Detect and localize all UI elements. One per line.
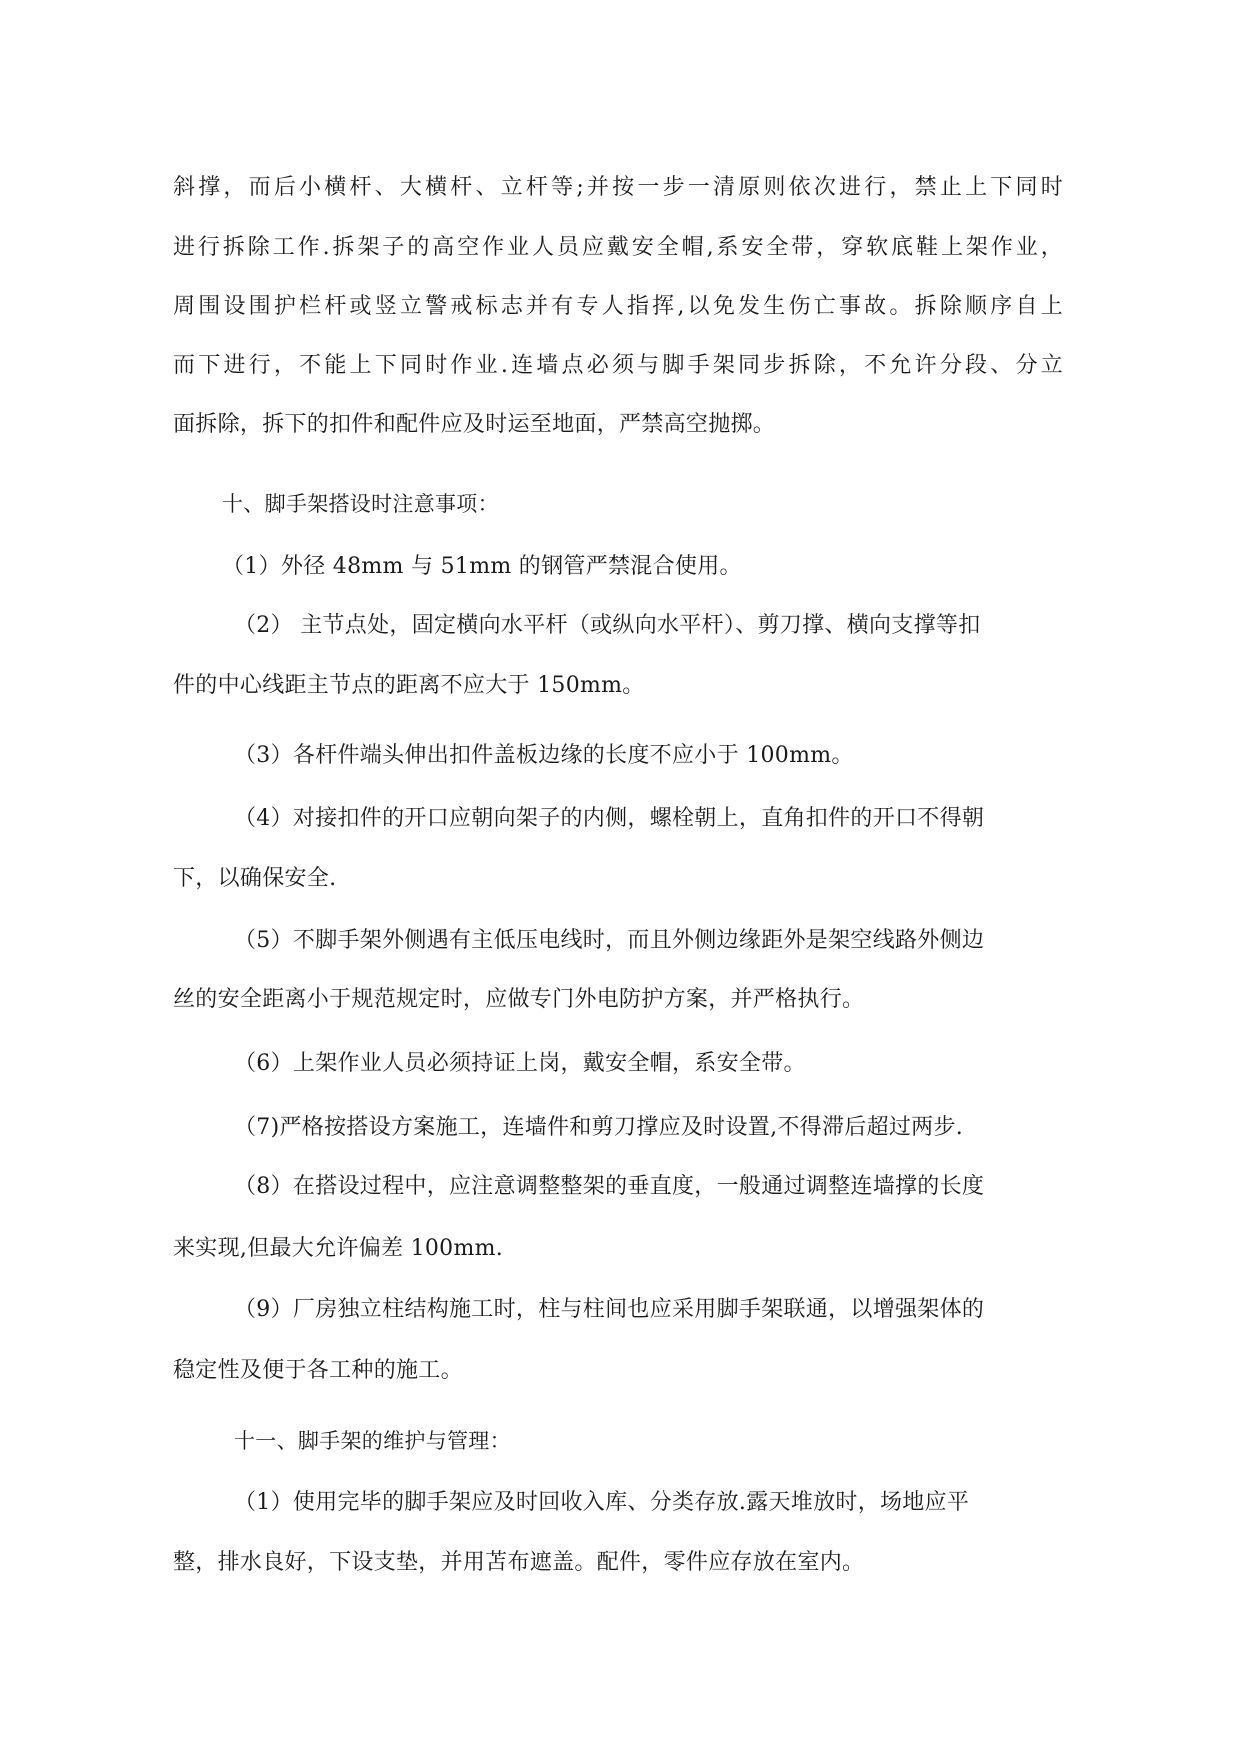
list-item-line: 来实现,但最大允许偏差 100mm. [173,1236,504,1261]
list-item-line: （9）厂房独立柱结构施工时，柱与柱间也应采用脚手架联通，以增强架体的 [234,1297,985,1322]
paragraph-line: 周围设围护栏杆或竖立警戒标志并有专人指挥,以免发生伤亡事故。拆除顺序自上 [173,294,1063,319]
list-item-line: 稳定性及便于各工种的施工。 [173,1358,463,1383]
list-item-line: 丝的安全距离小于规范规定时，应做专门外电防护方案，并严格执行。 [173,987,865,1012]
list-item-line: （5）不脚手架外侧遇有主低压电线时，而且外侧边缘距外是架空线路外侧边 [234,928,985,953]
paragraph-line: 进行拆除工作.拆架子的高空作业人员应戴安全帽,系安全带，穿软底鞋上架作业， [173,235,1063,260]
list-item-line: （1）外径 48mm 与 51mm 的钢管严禁混合使用。 [222,554,742,579]
list-item-line: 件的中心线距主节点的距离不应大于 150mm。 [173,673,645,698]
section-heading: 十、脚手架搭设时注意事项： [222,492,499,516]
list-item-line: （6）上架作业人员必须持证上岗，戴安全帽，系安全带。 [234,1051,806,1076]
list-item-line: （4）对接扣件的开口应朝向架子的内侧，螺栓朝上，直角扣件的开口不得朝 [234,806,985,831]
paragraph-line: 而下进行，不能上下同时作业.连墙点必须与脚手架同步拆除，不允许分段、分立 [173,353,1063,378]
list-item-line: （1）使用完毕的脚手架应及时回收入库、分类存放.露天堆放时，场地应平 [234,1490,970,1515]
list-item-line: 下，以确保安全. [173,866,337,891]
list-item-line: 整，排水良好，下设支垫，并用苫布遮盖。配件，零件应存放在室内。 [173,1550,865,1575]
list-item-line: （8）在搭设过程中，应注意调整整架的垂直度，一般通过调整连墙撑的长度 [234,1174,985,1199]
list-item-line: （2） 主节点处，固定横向水平杆（或纵向水平杆）、剪刀撑、横向支撑等扣 [234,613,981,638]
paragraph-line: 面拆除，拆下的扣件和配件应及时运至地面，严禁高空抛掷。 [173,412,776,437]
list-item-line: （3）各杆件端头伸出扣件盖板边缘的长度不应小于 100mm。 [234,743,854,768]
paragraph-line: 斜撑，而后小横杆、大横杆、立杆等;并按一步一清原则依次进行，禁止上下同时 [173,175,1063,200]
section-heading: 十一、脚手架的维护与管理： [234,1429,511,1453]
list-item-line: （7)严格按搭设方案施工，连墙件和剪刀撑应及时设置,不得滞后超过两步. [234,1115,964,1140]
